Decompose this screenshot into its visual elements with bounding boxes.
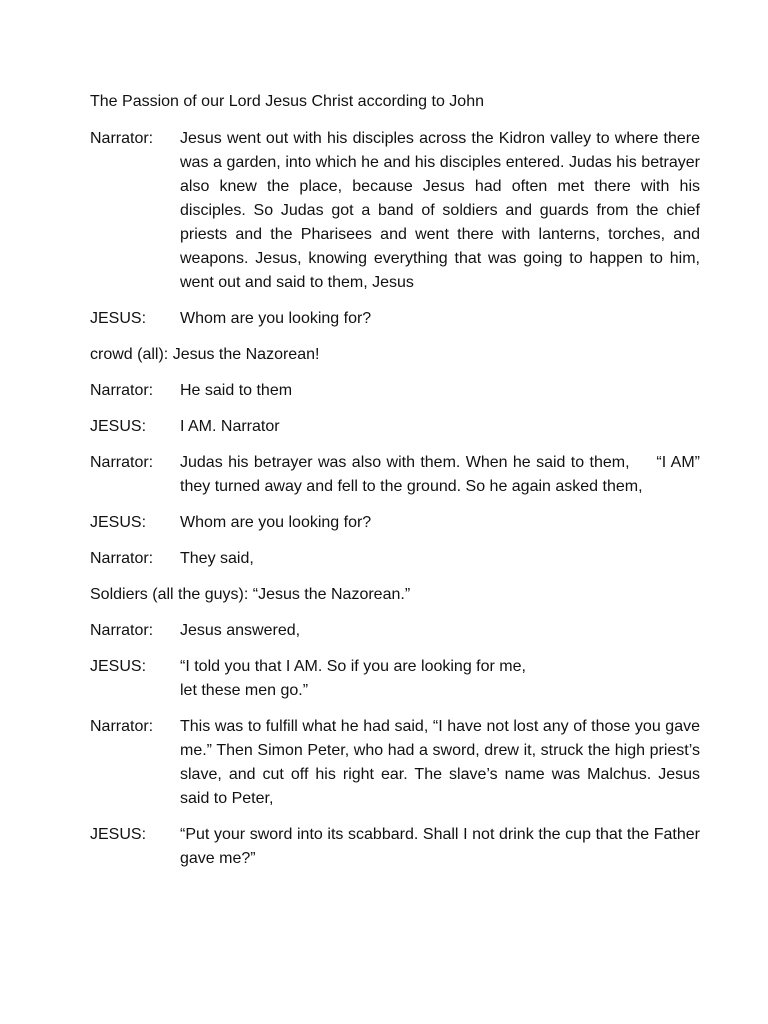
speaker-label: Narrator: (90, 718, 154, 735)
speaker-label: JESUS: (90, 826, 147, 843)
speaker-label: JESUS: (90, 514, 147, 531)
dialogue-text: This was to fulfill what he had said, “I have not lost any of those you gave me.” Then Simon Peter, who had a sword, drew it, struck the high priest’s slave, and cut off his right ear. The slave’s name was Malchus. Jesus said to Peter, (180, 718, 700, 807)
dialogue-text (180, 655, 700, 703)
speaker-label: JESUS: (90, 418, 147, 435)
speaker-label: JESUS: (90, 310, 147, 327)
dialogue-text: “Put your sword into its scabbard. Shall I not drink the cup that the Father gave me?” (180, 826, 700, 867)
dialogue-text: “Jesus the Nazorean.” (252, 586, 411, 603)
dialogue-line: let these men go.” (180, 682, 309, 699)
dialogue-entry (90, 307, 700, 331)
dialogue-entry (90, 379, 700, 403)
speaker-label: Narrator: (90, 550, 154, 567)
dialogue-entry (90, 511, 700, 535)
dialogue-entry (90, 715, 700, 811)
speaker-label: Narrator: (90, 130, 154, 147)
dialogue-entry (90, 415, 700, 439)
dialogue-entry (90, 343, 700, 367)
dialogue-entry (90, 451, 705, 499)
dialogue-entry (90, 823, 700, 871)
speaker-label: Narrator: (90, 454, 154, 471)
dialogue-text: Jesus went out with his disciples across the Kidron valley to where there was a garden, into which he and his disciples entered. Judas his betrayer also knew the place, because Jesus had often met there with his disciples. So Judas got a band of soldiers and guards from the chief priests and the Pharisees and went there with lanterns, torches, and weapons. Jesus, knowing everything that was going to happen to him, went out and said to them, Jesus (180, 130, 700, 291)
dialogue-text: Jesus answered, (180, 622, 301, 639)
document-page (90, 90, 705, 883)
dialogue-entry (90, 583, 700, 607)
speaker-label: Soldiers (all the guys): (90, 586, 253, 603)
speaker-label: crowd (all): (90, 346, 173, 363)
dialogue-line: “I told you that I AM. So if you are looking for me, (180, 658, 526, 675)
dialogue-entry (90, 127, 700, 295)
dialogue-text: They said, (180, 550, 254, 567)
dialogue-text: He said to them (180, 382, 293, 399)
dialogue-text: I AM. Narrator (180, 418, 280, 435)
dialogue-entry (90, 619, 700, 643)
speaker-label: JESUS: (90, 658, 147, 675)
dialogue-entry (90, 547, 700, 571)
dialogue-text: Judas his betrayer was also with them. When he said to them, “I AM” they turned away and fell to the ground. So he again asked them, (180, 454, 705, 495)
dialogue-text: Jesus the Nazorean! (172, 346, 320, 363)
document-title: The Passion of our Lord Jesus Christ according to John (90, 93, 484, 110)
dialogue-text: Whom are you looking for? (180, 310, 372, 327)
dialogue-text: Whom are you looking for? (180, 514, 372, 531)
speaker-label: Narrator: (90, 382, 154, 399)
dialogue-entry (90, 655, 700, 703)
speaker-label: Narrator: (90, 622, 154, 639)
